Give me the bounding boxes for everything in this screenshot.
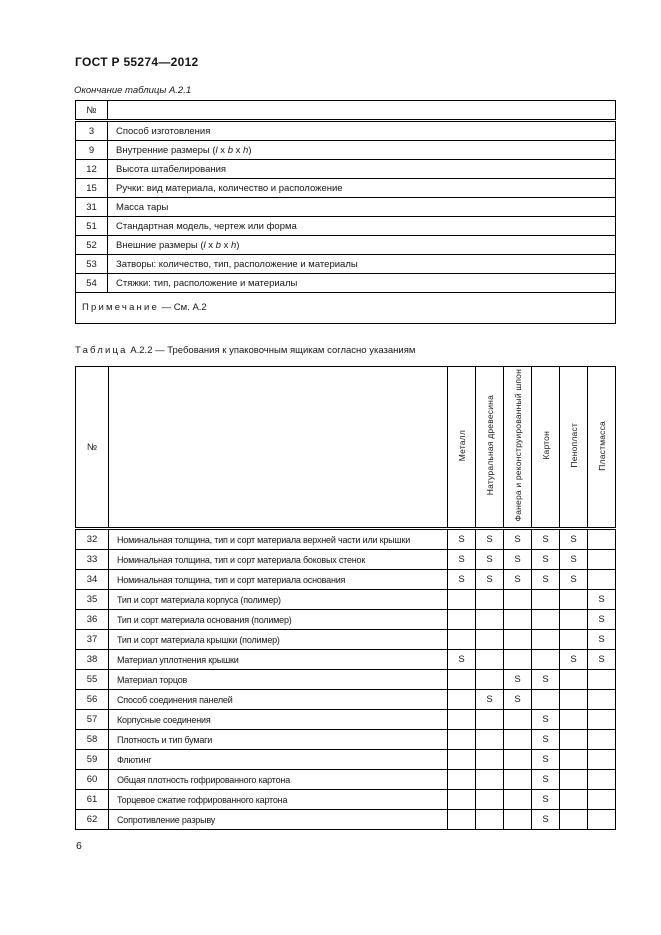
row-number: 55 xyxy=(76,670,109,690)
material-column-header: Натуральная древесина xyxy=(476,367,504,529)
empty-description-header xyxy=(109,367,448,529)
mark-cell: S xyxy=(532,550,560,570)
mark-cell xyxy=(588,529,616,550)
row-description: Общая плотность гофрированного картона xyxy=(109,770,448,790)
table-a22-caption xyxy=(75,345,415,356)
note-label: Примечание xyxy=(82,301,159,313)
row-number: 54 xyxy=(76,274,108,293)
table-row xyxy=(76,217,616,236)
row-description: Тип и сорт материала основания (полимер) xyxy=(109,610,448,630)
material-column-header: Пластмасса xyxy=(588,367,616,529)
mark-cell: S xyxy=(588,630,616,650)
row-description: Материал уплотнения крышки xyxy=(109,650,448,670)
number-column-header: № xyxy=(76,101,108,121)
mark-cell: S xyxy=(448,529,476,550)
table-row xyxy=(76,730,616,750)
mark-cell: S xyxy=(560,650,588,670)
empty-column-header xyxy=(108,101,616,121)
mark-cell xyxy=(532,690,560,710)
mark-cell xyxy=(448,790,476,810)
mark-cell xyxy=(588,730,616,750)
row-description: Номинальная толщина, тип и сорт материала боковых стенок xyxy=(109,550,448,570)
table-row xyxy=(76,179,616,198)
table-a22-caption-label: Таблица xyxy=(75,345,128,356)
row-number: 53 xyxy=(76,255,108,274)
mark-cell: S xyxy=(476,570,504,590)
table-row xyxy=(76,529,616,550)
mark-cell xyxy=(476,790,504,810)
table-row xyxy=(76,550,616,570)
mark-cell: S xyxy=(532,670,560,690)
mark-cell xyxy=(476,590,504,610)
row-number: 56 xyxy=(76,690,109,710)
row-description: Стяжки: тип, расположение и материалы xyxy=(108,274,616,293)
row-number: 51 xyxy=(76,217,108,236)
table-row xyxy=(76,274,616,293)
row-description: Сопротивление разрыву xyxy=(109,810,448,830)
mark-cell xyxy=(448,750,476,770)
row-description: Номинальная толщина, тип и сорт материала верхней части или крышки xyxy=(109,529,448,550)
table-row xyxy=(76,630,616,650)
table-row xyxy=(76,198,616,217)
row-number: 12 xyxy=(76,160,108,179)
mark-cell: S xyxy=(504,670,532,690)
mark-cell xyxy=(504,650,532,670)
mark-cell xyxy=(588,690,616,710)
mark-cell xyxy=(588,770,616,790)
mark-cell: S xyxy=(532,710,560,730)
mark-cell xyxy=(448,670,476,690)
row-description: Тип и сорт материала крышки (полимер) xyxy=(109,630,448,650)
mark-cell xyxy=(448,770,476,790)
mark-cell xyxy=(448,730,476,750)
material-column-header: Пенопласт xyxy=(560,367,588,529)
mark-cell xyxy=(560,630,588,650)
table-a21-body xyxy=(76,121,616,293)
mark-cell xyxy=(448,710,476,730)
row-number: 9 xyxy=(76,141,108,160)
table-row xyxy=(76,121,616,141)
mark-cell: S xyxy=(504,570,532,590)
table-row xyxy=(76,610,616,630)
mark-cell xyxy=(504,590,532,610)
mark-cell xyxy=(532,630,560,650)
table-a22 xyxy=(75,366,616,830)
mark-cell xyxy=(476,630,504,650)
mark-cell: S xyxy=(504,690,532,710)
table-row xyxy=(76,590,616,610)
mark-cell xyxy=(476,810,504,830)
mark-cell xyxy=(560,610,588,630)
mark-cell: S xyxy=(532,730,560,750)
note-cell xyxy=(76,293,616,324)
table-row xyxy=(76,236,616,255)
number-column-header: № xyxy=(76,367,109,529)
mark-cell xyxy=(504,750,532,770)
row-number: 34 xyxy=(76,570,109,590)
mark-cell: S xyxy=(448,570,476,590)
mark-cell xyxy=(588,810,616,830)
mark-cell: S xyxy=(532,529,560,550)
mark-cell: S xyxy=(588,610,616,630)
mark-cell xyxy=(588,570,616,590)
row-number: 52 xyxy=(76,236,108,255)
row-description: Корпусные соединения xyxy=(109,710,448,730)
table-row xyxy=(76,770,616,790)
mark-cell xyxy=(588,670,616,690)
note-row xyxy=(76,293,616,324)
row-number: 33 xyxy=(76,550,109,570)
table-row xyxy=(76,790,616,810)
mark-cell xyxy=(532,610,560,630)
table-row xyxy=(76,690,616,710)
mark-cell xyxy=(476,750,504,770)
table-a21-caption: Окончание таблицы А.2.1 xyxy=(74,85,192,96)
row-number: 31 xyxy=(76,198,108,217)
row-number: 3 xyxy=(76,121,108,141)
mark-cell: S xyxy=(448,650,476,670)
mark-cell: S xyxy=(532,790,560,810)
mark-cell xyxy=(476,710,504,730)
row-description: Высота штабелирования xyxy=(108,160,616,179)
mark-cell xyxy=(476,770,504,790)
mark-cell: S xyxy=(476,529,504,550)
mark-cell xyxy=(560,810,588,830)
mark-cell: S xyxy=(532,570,560,590)
mark-cell xyxy=(504,630,532,650)
mark-cell: S xyxy=(476,690,504,710)
mark-cell: S xyxy=(560,550,588,570)
mark-cell xyxy=(504,770,532,790)
mark-cell xyxy=(532,590,560,610)
mark-cell xyxy=(588,750,616,770)
row-number: 36 xyxy=(76,610,109,630)
mark-cell: S xyxy=(560,570,588,590)
mark-cell: S xyxy=(504,529,532,550)
row-number: 60 xyxy=(76,770,109,790)
table-row xyxy=(76,650,616,670)
material-column-header: Фанера и реконструированный шпон xyxy=(504,367,532,529)
row-description: Внешние размеры (l x b x h) xyxy=(108,236,616,255)
table-a21 xyxy=(75,100,616,324)
mark-cell xyxy=(476,670,504,690)
table-row xyxy=(76,750,616,770)
table-a22-header-row xyxy=(76,367,616,529)
mark-cell: S xyxy=(476,550,504,570)
row-description: Способ изготовления xyxy=(108,121,616,141)
row-number: 32 xyxy=(76,529,109,550)
page-number: 6 xyxy=(76,840,82,852)
mark-cell: S xyxy=(448,550,476,570)
row-number: 58 xyxy=(76,730,109,750)
mark-cell xyxy=(560,790,588,810)
mark-cell: S xyxy=(588,590,616,610)
row-description: Плотность и тип бумаги xyxy=(109,730,448,750)
row-description: Ручки: вид материала, количество и расположение xyxy=(108,179,616,198)
mark-cell xyxy=(560,690,588,710)
table-row xyxy=(76,160,616,179)
table-row xyxy=(76,570,616,590)
row-number: 57 xyxy=(76,710,109,730)
mark-cell xyxy=(588,550,616,570)
mark-cell xyxy=(476,610,504,630)
row-description: Флютинг xyxy=(109,750,448,770)
mark-cell xyxy=(560,670,588,690)
mark-cell xyxy=(588,790,616,810)
row-number: 15 xyxy=(76,179,108,198)
table-a22-caption-text: А.2.2 — Требования к упаковочным ящикам согласно указаниям xyxy=(130,345,416,356)
table-a22-body xyxy=(76,529,616,830)
row-number: 59 xyxy=(76,750,109,770)
row-description: Стандартная модель, чертеж или форма xyxy=(108,217,616,236)
row-description: Внутренние размеры (l x b x h) xyxy=(108,141,616,160)
mark-cell: S xyxy=(532,810,560,830)
row-number: 35 xyxy=(76,590,109,610)
mark-cell xyxy=(588,710,616,730)
table-row xyxy=(76,141,616,160)
row-number: 37 xyxy=(76,630,109,650)
mark-cell xyxy=(504,610,532,630)
mark-cell xyxy=(560,750,588,770)
mark-cell xyxy=(448,590,476,610)
mark-cell xyxy=(448,610,476,630)
table-a21-header-row xyxy=(76,101,616,121)
row-number: 61 xyxy=(76,790,109,810)
mark-cell: S xyxy=(532,770,560,790)
standard-number: ГОСТ Р 55274—2012 xyxy=(75,55,199,69)
row-description: Способ соединения панелей xyxy=(109,690,448,710)
mark-cell xyxy=(448,630,476,650)
mark-cell xyxy=(560,770,588,790)
table-row xyxy=(76,670,616,690)
material-column-header: Металл xyxy=(448,367,476,529)
mark-cell xyxy=(532,650,560,670)
mark-cell xyxy=(560,590,588,610)
table-row xyxy=(76,710,616,730)
row-description: Материал торцов xyxy=(109,670,448,690)
mark-cell xyxy=(560,710,588,730)
mark-cell xyxy=(504,730,532,750)
row-number: 62 xyxy=(76,810,109,830)
row-description: Затворы: количество, тип, расположение и материалы xyxy=(108,255,616,274)
table-row xyxy=(76,255,616,274)
row-description: Торцевое сжатие гофрированного картона xyxy=(109,790,448,810)
mark-cell xyxy=(504,710,532,730)
row-description: Тип и сорт материала корпуса (полимер) xyxy=(109,590,448,610)
mark-cell: S xyxy=(560,529,588,550)
mark-cell xyxy=(476,650,504,670)
note-text: — См. А.2 xyxy=(161,301,207,313)
table-row xyxy=(76,810,616,830)
mark-cell xyxy=(476,730,504,750)
mark-cell xyxy=(504,810,532,830)
mark-cell: S xyxy=(532,750,560,770)
mark-cell xyxy=(448,810,476,830)
mark-cell xyxy=(448,690,476,710)
mark-cell: S xyxy=(588,650,616,670)
row-description: Масса тары xyxy=(108,198,616,217)
mark-cell: S xyxy=(504,550,532,570)
mark-cell xyxy=(560,730,588,750)
row-description: Номинальная толщина, тип и сорт материала основания xyxy=(109,570,448,590)
material-column-header: Картон xyxy=(532,367,560,529)
row-number: 38 xyxy=(76,650,109,670)
mark-cell xyxy=(504,790,532,810)
